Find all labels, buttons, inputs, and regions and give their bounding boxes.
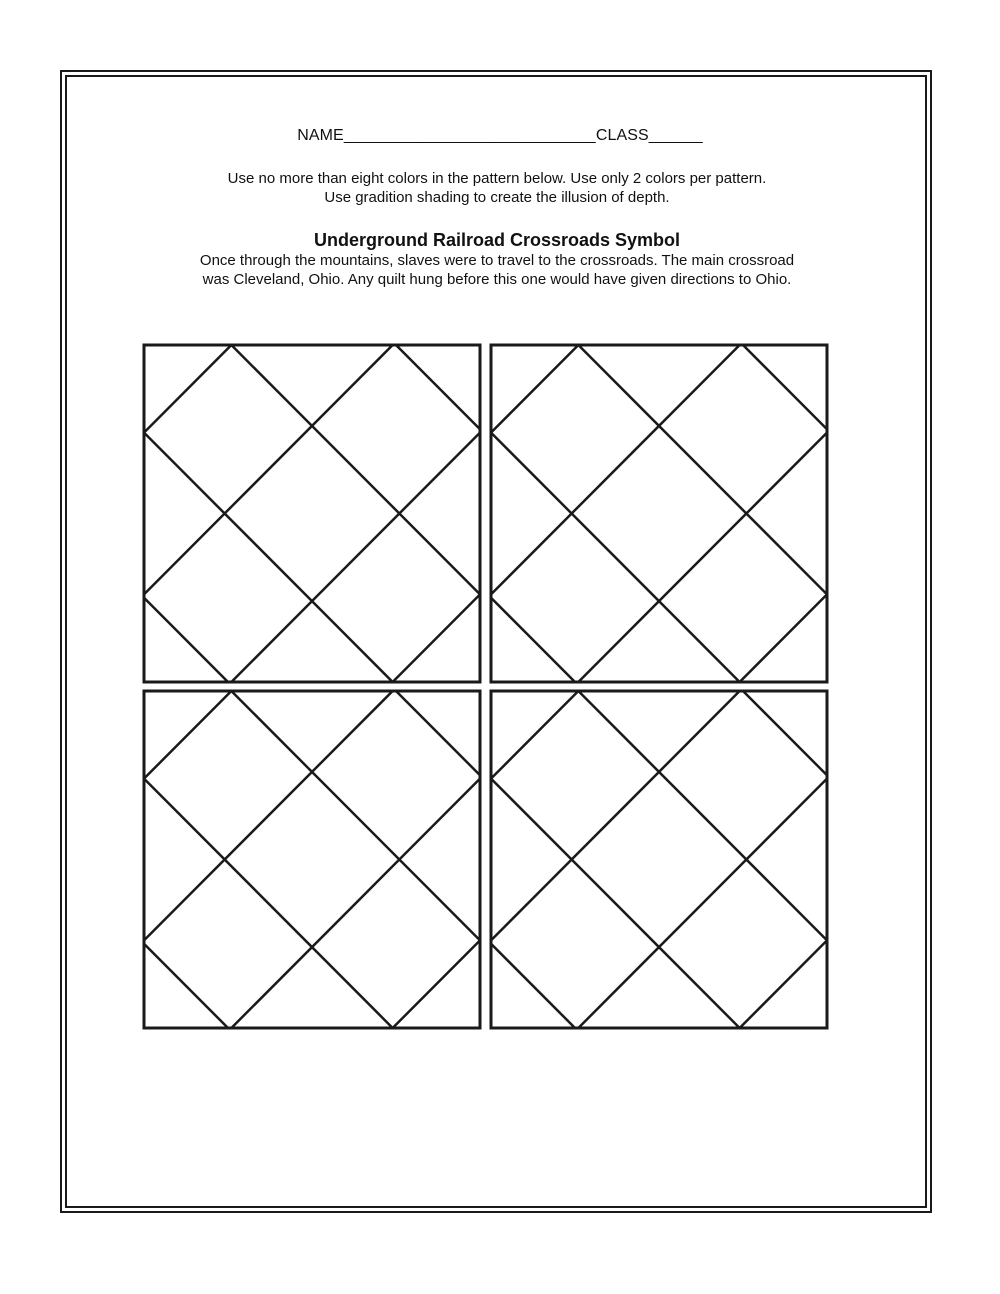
class-blank[interactable]: ______ xyxy=(648,127,703,144)
instructions xyxy=(0,169,994,207)
instructions-line-1: Use no more than eight colors in the pattern below. Use only 2 colors per pattern. xyxy=(227,170,767,187)
description-line-1: Once through the mountains, slaves were to travel to the crossroads. The main crossroad xyxy=(199,252,795,269)
description xyxy=(0,251,994,289)
name-label: NAME xyxy=(297,127,344,144)
name-blank[interactable]: ____________________________ xyxy=(343,127,596,144)
description-line-2: was Cleveland, Ohio. Any quilt hung before this one would have given directions to Ohio. xyxy=(202,271,792,288)
instructions-line-2: Use gradition shading to create the illusion of depth. xyxy=(324,189,670,206)
class-label: CLASS xyxy=(595,127,649,144)
page-title: Underground Railroad Crossroads Symbol xyxy=(313,230,681,250)
name-class-line xyxy=(0,126,1000,146)
